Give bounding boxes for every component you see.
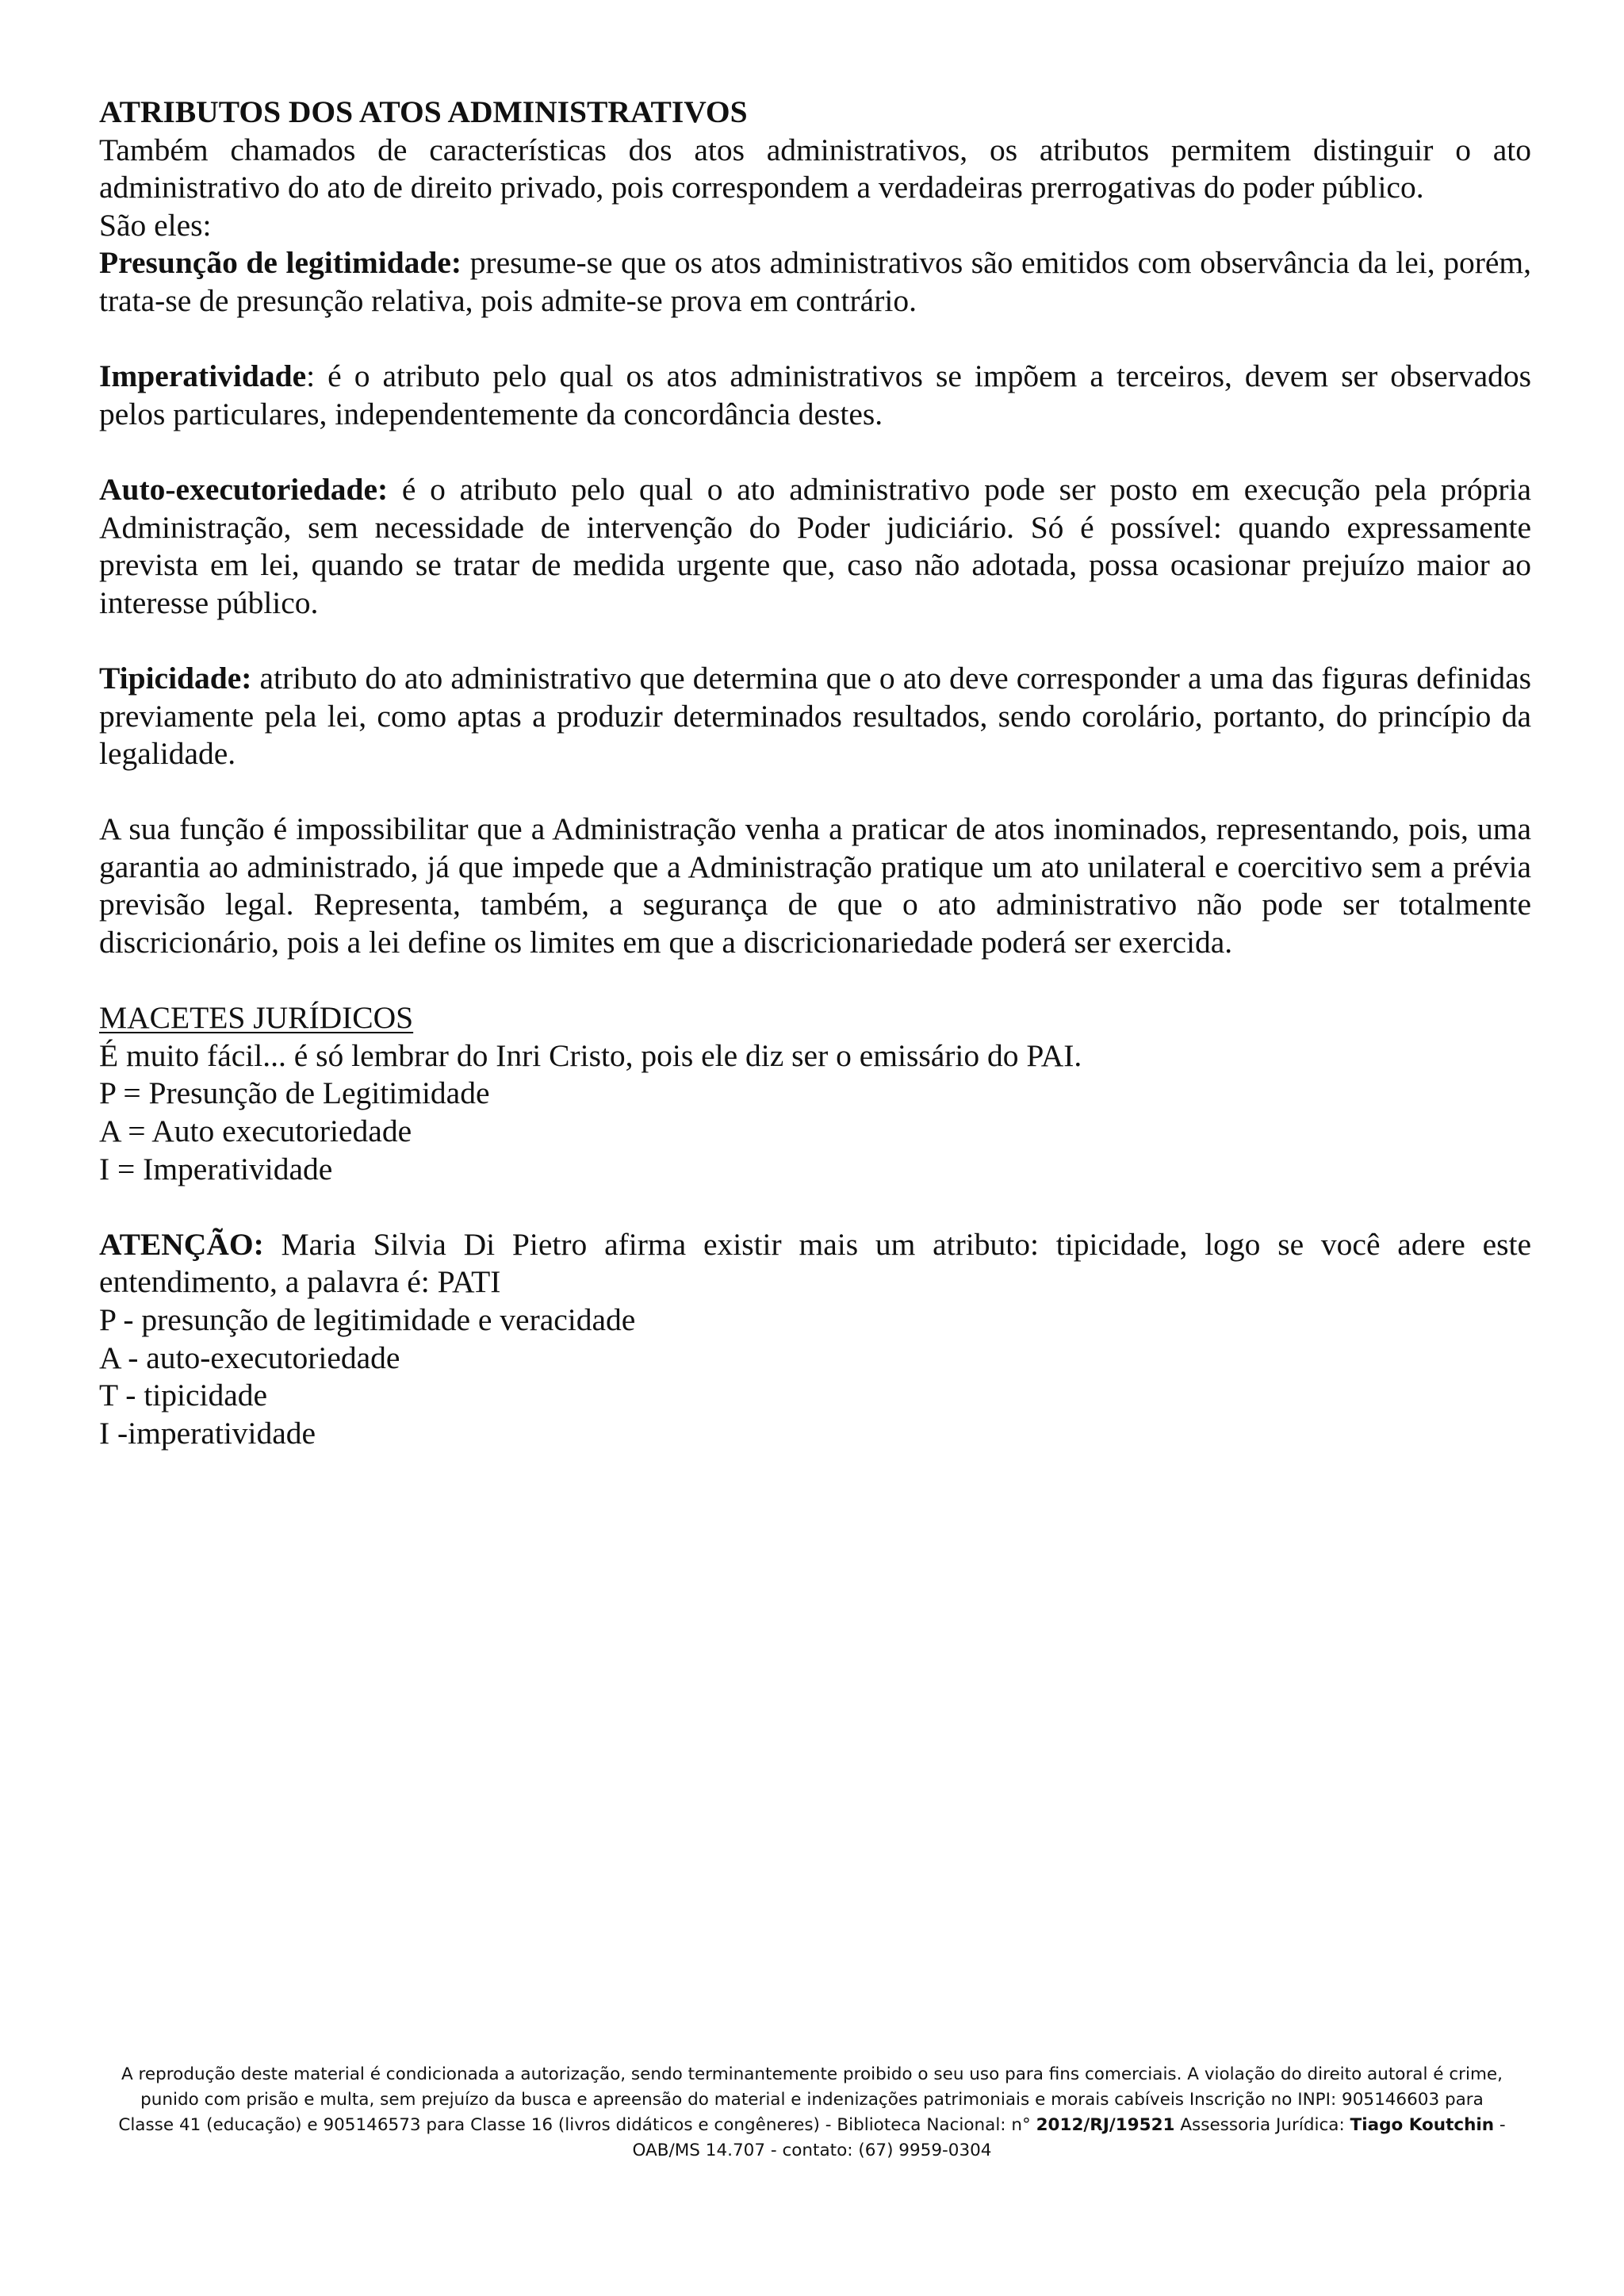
attribute-text: presume-se que os atos administrativos são emitidos com observância da lei, porém, trata-se de presunção relativa, pois admite-se prova em contrário.	[99, 245, 1531, 318]
spacer	[99, 433, 1531, 471]
document-body	[99, 94, 1531, 1452]
atencao-item: I -imperatividade	[99, 1415, 316, 1451]
intro-lead: São eles:	[99, 207, 212, 243]
footer-text: A reprodução deste material é condicionada a autorização, sendo terminantemente proibido o seu uso para fins comerciais. A violação do direito autoral é crime, punido com prisão e multa, sem prejuízo da busca e apreensão do material e indenizações patrimoniais e morais cabíveis Inscrição no INPI: 905146603 para Classe 41 (educação) e 905146573 para Classe 16 (livros didáticos e congêneres) - Biblioteca Nacional: n°	[118, 2064, 1503, 2135]
atencao-item: A - auto-executoriedade	[99, 1340, 400, 1375]
attribute-text: : é o atributo pelo qual os atos administrativos se impõem a terceiros, devem ser observados pelos particulares, independentemente da concordância destes.	[99, 358, 1531, 431]
spacer	[99, 320, 1531, 358]
attribute-text: atributo do ato administrativo que determina que o ato deve corresponder a uma das figuras definidas previamente pela lei, como aptas a produzir determinados resultados, sendo corolário, portanto, do princípio da legalidade.	[99, 660, 1531, 772]
atencao-paragraph	[99, 1226, 1531, 1301]
macetes-intro: É muito fácil... é só lembrar do Inri Cristo, pois ele diz ser o emissário do PAI.	[99, 1037, 1082, 1073]
atencao-item: P - presunção de legitimidade e veracidade	[99, 1302, 636, 1337]
spacer	[99, 773, 1531, 811]
atencao-label: ATENÇÃO:	[99, 1226, 264, 1262]
spacer	[99, 622, 1531, 660]
attribute-text: é o atributo pelo qual o ato administrativo pode ser posto em execução pela própria Administração, sem necessidade de intervenção do Poder judiciário. Só é possível: quando expressamente prevista em lei, quando se tratar de medida urgente que, caso não adotada, possa ocasionar prejuízo maior ao interesse público.	[99, 471, 1531, 620]
spacer	[99, 1188, 1531, 1226]
footer-contact: - OAB/MS 14.707 - contato: (67) 9959-0304	[632, 2115, 1506, 2160]
footer-text: Assessoria Jurídica:	[1174, 2115, 1350, 2135]
atencao-text: Maria Silvia Di Pietro afirma existir mais um atributo: tipicidade, logo se você adere este entendimento, a palavra é: PATI	[99, 1226, 1531, 1300]
footer-author: Tiago Koutchin	[1350, 2115, 1495, 2135]
page-title: ATRIBUTOS DOS ATOS ADMINISTRATIVOS	[99, 94, 748, 129]
macetes-heading-text: MACETES JURÍDICOS	[99, 1000, 414, 1036]
attribute-term: Tipicidade:	[99, 660, 252, 696]
tipicidade-note: A sua função é impossibilitar que a Administração venha a praticar de atos inominados, representando, pois, uma garantia ao administrado, já que impede que a Administração pratique um ato unilateral e coercitivo sem a prévia previsão legal. Representa, também, a segurança de que o ato administrativo não pode ser totalmente discricionário, pois a lei define os limites em que a discricionariedade poderá ser exercida.	[99, 811, 1531, 960]
atencao-item: T - tipicidade	[99, 1378, 268, 1413]
spacer	[99, 962, 1531, 1000]
macetes-item: I = Imperatividade	[99, 1151, 333, 1186]
attribute-tipicidade	[99, 660, 1531, 773]
attribute-term: Presunção de legitimidade:	[99, 245, 462, 281]
attribute-imperatividade	[99, 358, 1531, 433]
attribute-presuncao	[99, 244, 1531, 320]
intro-paragraph: Também chamados de características dos atos administrativos, os atributos permitem distinguir o ato administrativo do ato de direito privado, pois correspondem a verdadeiras prerrogativas do poder público.	[99, 132, 1531, 205]
macetes-item: P = Presunção de Legitimidade	[99, 1075, 490, 1111]
attribute-auto-executoriedade	[99, 471, 1531, 622]
attribute-term: Imperatividade	[99, 358, 307, 394]
macetes-heading	[99, 999, 1531, 1037]
copyright-footer	[111, 2062, 1513, 2164]
footer-registro: 2012/RJ/19521	[1036, 2115, 1175, 2135]
macetes-item: A = Auto executoriedade	[99, 1114, 412, 1149]
attribute-term: Auto-executoriedade:	[99, 471, 389, 507]
